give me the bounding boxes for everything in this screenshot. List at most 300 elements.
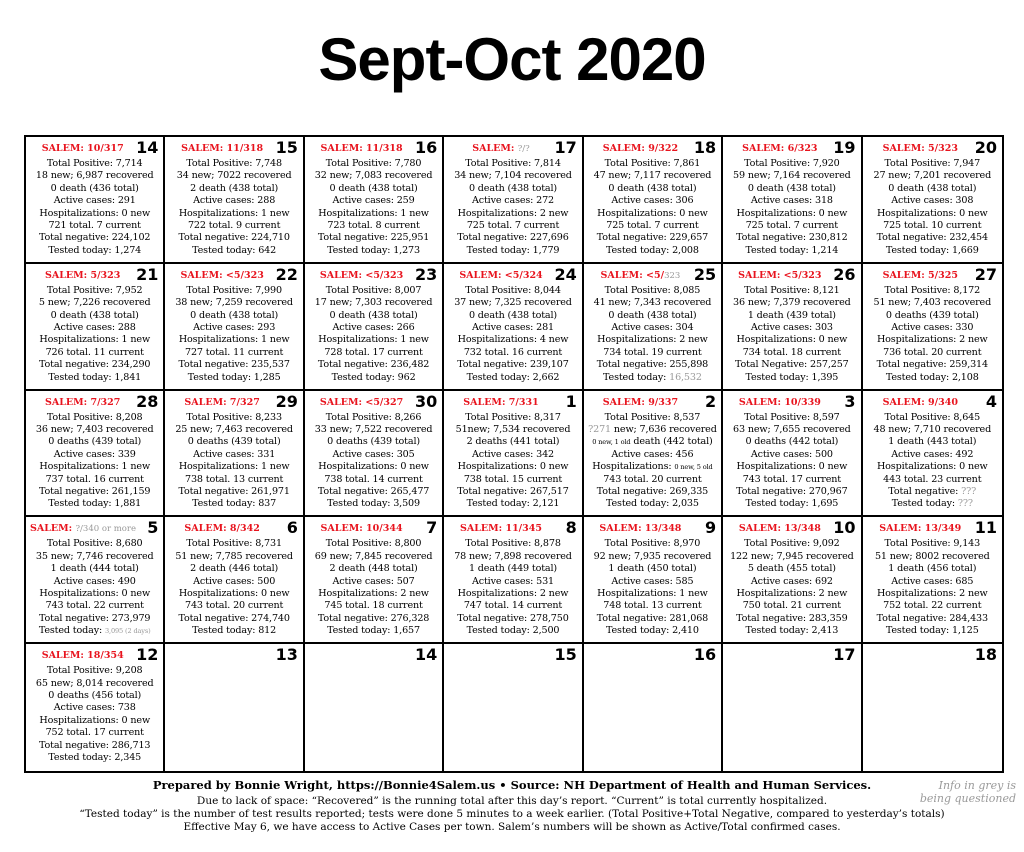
stat-text: Tested today: 962 xyxy=(331,371,416,383)
stat-text: Total negative: 261,971 xyxy=(178,486,290,498)
stat-line xyxy=(26,715,163,727)
stat-text: 0 death (438 total) xyxy=(329,182,418,194)
stat-text: 0 death (438 total) xyxy=(747,182,836,194)
calendar-day-cell xyxy=(165,391,304,518)
calendar-day-cell xyxy=(26,517,165,644)
salem-cases-text: SALEM: 11/318 xyxy=(320,143,403,154)
stat-text: Active cases: 500 xyxy=(750,448,833,460)
stat-text: Hospitalizations: 1 new xyxy=(178,461,290,473)
stat-line xyxy=(165,195,302,207)
day-number: 25 xyxy=(693,264,717,284)
stat-text: Tested today: 2,008 xyxy=(606,244,699,256)
stat-line xyxy=(165,347,302,359)
stat-line xyxy=(165,220,302,232)
stat-text: 1 death (439 total) xyxy=(747,309,836,321)
stat-text: Total Positive: 8,044 xyxy=(465,284,561,296)
stat-text: Tested today: 1,657 xyxy=(327,625,420,637)
stat-line xyxy=(305,334,442,346)
calendar-day-cell xyxy=(305,391,444,518)
stat-line xyxy=(723,310,860,322)
day-number: 29 xyxy=(275,391,298,411)
stat-line xyxy=(444,436,581,448)
salem-cases-text: SALEM: 5/325 xyxy=(882,269,958,281)
day-header xyxy=(584,391,721,412)
calendar-day-cell xyxy=(165,137,304,264)
calendar-day-cell xyxy=(305,644,444,771)
stat-line xyxy=(305,498,442,510)
stat-line xyxy=(305,600,442,612)
stat-line xyxy=(584,449,721,461)
footer-recovered-note: Due to lack of space: “Recovered” is the running total after this day’s report. “Current” is total currently hospitalized. xyxy=(196,795,828,807)
stat-line xyxy=(165,285,302,297)
stat-line xyxy=(26,158,163,170)
stat-text: 69 new; 7,845 recovered xyxy=(314,550,433,562)
stat-line xyxy=(444,625,581,637)
stat-text: Tested today: 1,125 xyxy=(885,625,979,637)
day-header xyxy=(165,644,302,665)
stat-text: 723 total. 8 current xyxy=(327,220,420,232)
stat-line xyxy=(26,678,163,690)
day-number: 15 xyxy=(554,645,577,665)
stat-line xyxy=(305,183,442,195)
stat-line xyxy=(723,372,860,384)
salem-cases xyxy=(448,271,553,281)
stat-line xyxy=(863,613,1002,625)
stat-line xyxy=(26,245,163,257)
stat-line xyxy=(584,588,721,600)
footer-tested-note: “Tested today” is the number of test results reported; tests were done 5 minutes to a week earlier. (Total Positive+Total Negative, compared to yesterday’s totals) xyxy=(79,808,945,820)
day-header xyxy=(165,137,302,158)
stat-line xyxy=(584,461,721,473)
stat-text: 734 total. 18 current xyxy=(742,346,841,358)
page-title: Sept-Oct 2020 xyxy=(318,26,706,93)
stat-line xyxy=(723,183,860,195)
stat-line xyxy=(165,625,302,637)
day-number: 14 xyxy=(136,138,159,157)
salem-cases-text: SALEM: xyxy=(472,143,518,154)
stat-text: 5 death (455 total) xyxy=(747,563,836,575)
stat-text: 750 total. 21 current xyxy=(742,600,841,612)
stat-text: Total Positive: 7,952 xyxy=(46,284,143,296)
day-number: 20 xyxy=(974,138,997,157)
salem-cases-text: SALEM: <5/327 xyxy=(319,396,404,408)
stat-text: Total Positive: 7,920 xyxy=(744,158,840,169)
salem-cases-questioned: ?/? xyxy=(517,144,530,154)
stat-text: Total negative: 286,713 xyxy=(39,739,151,751)
day-header xyxy=(305,644,442,665)
stat-text: 0 death (438 total) xyxy=(888,182,977,194)
stat-line xyxy=(444,285,581,297)
stat-text: 38 new; 7,259 recovered xyxy=(175,297,293,309)
stat-text: 2 deaths (441 total) xyxy=(466,436,560,448)
day-header xyxy=(863,264,1002,285)
stat-line xyxy=(165,461,302,473)
stat-text: Active cases: 288 xyxy=(53,322,136,334)
stat-text: Tested today: 1,285 xyxy=(187,371,281,383)
day-header xyxy=(444,644,581,665)
stat-line xyxy=(863,310,1002,322)
stat-text: Total Positive: 8,172 xyxy=(884,284,981,296)
stat-line xyxy=(584,625,721,637)
stat-line xyxy=(863,220,1002,232)
stat-text: 0 new, 5 old xyxy=(674,463,713,472)
stat-line xyxy=(444,170,581,182)
stat-line xyxy=(863,158,1002,170)
stat-text: Tested today: 2,345 xyxy=(48,752,142,764)
stat-text: 47 new; 7,117 recovered xyxy=(593,170,712,182)
salem-cases-text: SALEM: 7/327 xyxy=(184,396,260,408)
stat-text: 747 total. 14 current xyxy=(463,600,563,612)
stat-text: 51 new; 7,403 recovered xyxy=(873,297,992,309)
stat-text: Total negative: 229,657 xyxy=(596,232,709,244)
stat-line xyxy=(723,220,860,232)
stat-line xyxy=(165,310,302,322)
stat-line xyxy=(444,359,581,371)
calendar-day-cell xyxy=(863,517,1002,644)
stat-line xyxy=(305,372,442,384)
salem-cases-text: SALEM: 10/344 xyxy=(320,523,403,535)
stat-line xyxy=(165,322,302,334)
stat-text: Hospitalizations: xyxy=(592,461,675,473)
stat-text: Active cases: 281 xyxy=(471,322,555,334)
stat-text: Tested today: 1,779 xyxy=(466,244,560,256)
stat-text: Active cases: 305 xyxy=(332,448,415,460)
day-number: 21 xyxy=(136,264,159,284)
stat-line xyxy=(305,359,442,371)
stat-line xyxy=(165,372,302,384)
stat-text: 1 death (456 total) xyxy=(888,563,977,575)
stat-text: 25 new; 7,463 recovered xyxy=(175,424,293,435)
day-number: 16 xyxy=(693,645,717,665)
stat-text: Hospitalizations: 2 new xyxy=(457,207,569,219)
stat-text: 36 new; 7,379 recovered xyxy=(733,297,851,309)
day-number: 11 xyxy=(974,518,997,538)
day-number: 26 xyxy=(833,264,856,284)
stat-line xyxy=(165,158,302,170)
stat-text: Hospitalizations: 2 new xyxy=(597,334,708,346)
stat-line xyxy=(584,424,721,436)
salem-cases xyxy=(588,398,693,408)
stat-line xyxy=(165,183,302,195)
stat-line xyxy=(305,563,442,575)
day-number: 3 xyxy=(844,391,856,411)
stat-line xyxy=(723,424,860,436)
stat-line xyxy=(305,310,442,322)
stat-text: Hospitalizations: 0 new xyxy=(876,207,988,219)
stat-line xyxy=(26,195,163,207)
stat-line xyxy=(723,170,860,182)
salem-cases-text: SALEM: <5/ xyxy=(600,269,665,281)
stat-text: Total Positive: 9,208 xyxy=(46,665,143,677)
stat-text: 41 new; 7,343 recovered xyxy=(593,297,712,309)
stat-line xyxy=(584,220,721,232)
stat-text: Total negative: 276,328 xyxy=(317,612,430,624)
stat-line xyxy=(305,436,442,448)
stat-text: 92 new; 7,935 recovered xyxy=(593,550,712,562)
stat-line xyxy=(444,613,581,625)
stat-line xyxy=(863,424,1002,436)
salem-cases-text: SALEM: 10/317 xyxy=(41,143,124,154)
stat-line xyxy=(305,449,442,461)
salem-cases xyxy=(448,398,553,408)
stat-line xyxy=(723,195,860,207)
stat-text: Total Positive: 7,861 xyxy=(604,158,701,169)
stat-line xyxy=(723,613,860,625)
stat-line xyxy=(444,195,581,207)
stat-text: 51new; 7,534 recovered xyxy=(455,424,571,435)
stat-line xyxy=(444,208,581,220)
salem-cases-text: SALEM: 6/323 xyxy=(742,143,818,154)
calendar-grid xyxy=(24,135,1004,773)
stat-text: 18 new; 6,987 recovered xyxy=(35,170,154,182)
day-header xyxy=(26,137,163,158)
stat-line xyxy=(305,245,442,257)
stat-text: Total negative: 230,812 xyxy=(736,232,848,244)
stat-text: Tested today: 1,695 xyxy=(745,498,839,510)
calendar-day-cell xyxy=(444,137,583,264)
stat-text: Total negative: 225,951 xyxy=(317,232,430,244)
stat-text: Total Positive: 8,266 xyxy=(325,411,422,423)
stat-line xyxy=(26,310,163,322)
day-header xyxy=(305,517,442,538)
stat-line xyxy=(165,334,302,346)
stat-text: Hospitalizations: 0 new xyxy=(39,714,151,726)
stat-text: Total Positive: 8,597 xyxy=(744,411,840,423)
stat-text: Total Positive: 8,233 xyxy=(186,411,282,423)
day-number: 8 xyxy=(565,518,577,538)
day-header xyxy=(723,391,860,412)
day-header xyxy=(444,264,581,285)
stat-text: Total negative: 236,482 xyxy=(317,359,430,371)
salem-cases xyxy=(867,144,974,154)
stat-line xyxy=(26,322,163,334)
calendar-day-cell xyxy=(26,391,165,518)
stat-text: Hospitalizations: 2 new xyxy=(876,334,988,346)
calendar-day-cell xyxy=(444,391,583,518)
stat-line xyxy=(444,600,581,612)
stat-line xyxy=(723,486,860,498)
stat-text: 0 death (438 total) xyxy=(468,182,558,194)
stat-line xyxy=(305,588,442,600)
day-header xyxy=(863,644,1002,665)
stat-line xyxy=(165,538,302,550)
calendar-day-cell xyxy=(444,517,583,644)
stat-line xyxy=(444,424,581,436)
stat-line xyxy=(584,412,721,424)
day-header xyxy=(305,137,442,158)
stat-line xyxy=(305,551,442,563)
stat-line xyxy=(863,195,1002,207)
stat-text: Tested today: 2,500 xyxy=(466,625,560,637)
stat-text: 0 deaths (439 total) xyxy=(48,436,142,448)
stat-line xyxy=(584,538,721,550)
salem-cases xyxy=(169,271,274,281)
stat-line xyxy=(305,195,442,207)
day-header xyxy=(723,137,860,158)
stat-text: Hospitalizations: 0 new xyxy=(597,207,708,219)
stat-text: Active cases: 507 xyxy=(332,575,415,587)
stat-text: Hospitalizations: 1 new xyxy=(39,461,151,473)
stat-text: Total negative: 273,979 xyxy=(39,612,151,624)
calendar-day-cell xyxy=(165,264,304,391)
questioned-value: ?271 xyxy=(588,424,611,435)
stat-text: Total Positive: 8,085 xyxy=(604,284,701,296)
day-number: 7 xyxy=(426,518,438,538)
stat-line xyxy=(165,486,302,498)
calendar-day-cell xyxy=(165,644,304,771)
stat-text: 1 death (450 total) xyxy=(608,563,697,575)
stat-line xyxy=(444,588,581,600)
stat-line xyxy=(584,158,721,170)
salem-cases-text: SALEM: 13/348 xyxy=(599,523,682,535)
stat-text: Total Positive: 8,007 xyxy=(325,284,422,296)
day-number: 23 xyxy=(415,264,438,284)
stat-text: Total negative: 267,517 xyxy=(457,486,569,498)
stat-text: 0 death (438 total) xyxy=(329,309,418,321)
stat-line xyxy=(863,588,1002,600)
salem-cases xyxy=(30,398,135,408)
stat-text: 748 total. 13 current xyxy=(603,600,702,612)
stat-text: Total negative: 255,898 xyxy=(596,359,709,371)
stat-text: Tested today: 2,413 xyxy=(745,625,839,637)
stat-line xyxy=(305,208,442,220)
stat-text: Tested today: 1,881 xyxy=(48,498,142,510)
stat-line xyxy=(584,310,721,322)
stat-text: Total negative: 227,696 xyxy=(457,232,569,244)
day-number: 9 xyxy=(705,518,717,538)
stat-text: Total negative: 224,102 xyxy=(39,232,151,244)
stat-line xyxy=(165,498,302,510)
stat-line xyxy=(723,449,860,461)
salem-cases-text: SALEM: 11/345 xyxy=(459,523,542,535)
day-number: 18 xyxy=(974,645,997,665)
stat-text: 0 deaths (439 total) xyxy=(187,436,281,448)
stat-text: Hospitalizations: 0 new xyxy=(178,588,290,600)
stat-text: Hospitalizations: 1 new xyxy=(178,207,290,219)
stat-text: Tested today: 1,214 xyxy=(745,244,839,256)
stat-text: Tested today: 1,273 xyxy=(327,244,420,256)
stat-text: 36 new; 7,403 recovered xyxy=(35,424,154,435)
stat-line xyxy=(305,538,442,550)
stat-text: death (442 total) xyxy=(630,436,713,448)
stat-line xyxy=(165,412,302,424)
stat-text: Active cases: 293 xyxy=(193,322,276,334)
calendar-day-cell xyxy=(584,264,723,391)
stat-line xyxy=(723,474,860,486)
stat-line xyxy=(26,588,163,600)
salem-cases-text: SALEM: 5/323 xyxy=(45,269,121,281)
stat-line xyxy=(584,600,721,612)
day-header xyxy=(444,137,581,158)
stat-line xyxy=(863,461,1002,473)
stat-text: 34 new; 7,104 recovered xyxy=(454,170,572,182)
stat-line xyxy=(723,563,860,575)
stat-text: Active cases: 342 xyxy=(471,448,555,460)
stat-text: 0 death (438 total) xyxy=(190,309,279,321)
stat-line xyxy=(26,449,163,461)
stat-text: Hospitalizations: 0 new xyxy=(457,461,569,473)
stat-text: Active cases: 318 xyxy=(750,195,833,207)
stat-text: 732 total. 16 current xyxy=(463,346,563,358)
stat-text: 27 new; 7,201 recovered xyxy=(873,170,992,182)
stat-text: 2 death (446 total) xyxy=(190,563,279,575)
salem-cases-text: SALEM: 8/342 xyxy=(184,523,260,535)
day-number: 19 xyxy=(833,138,856,157)
stat-line xyxy=(305,461,442,473)
stat-line xyxy=(444,538,581,550)
stat-text: Total Positive: 7,990 xyxy=(186,284,282,296)
stat-text: Hospitalizations: 2 new xyxy=(318,588,429,600)
stat-text: Total negative: 270,967 xyxy=(736,486,848,498)
stat-line xyxy=(26,665,163,677)
stat-text: 32 new; 7,083 recovered xyxy=(314,170,433,182)
stat-text: 743 total. 17 current xyxy=(742,473,841,485)
stat-line xyxy=(305,285,442,297)
footer-active-note: Effective May 6, we have access to Active Cases per town. Salem’s numbers will be shown as Active/Total confirmed cases. xyxy=(183,821,841,833)
stat-line xyxy=(863,232,1002,244)
stat-text: 0 death (438 total) xyxy=(608,309,697,321)
stat-line xyxy=(863,600,1002,612)
stat-line xyxy=(584,576,721,588)
stat-line xyxy=(444,412,581,424)
stat-line xyxy=(26,740,163,752)
stat-text: Hospitalizations: 0 new xyxy=(39,588,151,600)
stat-line xyxy=(863,297,1002,309)
calendar-day-cell xyxy=(584,391,723,518)
stat-line xyxy=(305,613,442,625)
stat-line xyxy=(723,285,860,297)
day-header xyxy=(305,264,442,285)
stat-line xyxy=(863,412,1002,424)
stat-text: 0 new, 1 old xyxy=(592,438,631,447)
stat-text: 17 new; 7,303 recovered xyxy=(314,297,433,309)
stat-text: 59 new; 7,164 recovered xyxy=(733,170,851,182)
calendar-day-cell xyxy=(444,644,583,771)
stat-line xyxy=(584,613,721,625)
salem-cases xyxy=(588,271,693,281)
stat-text: Total Positive: 8,208 xyxy=(46,411,143,423)
grey-info-note-line1: Info in grey is xyxy=(938,779,1016,792)
stat-line xyxy=(723,297,860,309)
stat-text: Active cases: 685 xyxy=(891,575,974,587)
stat-text: Active cases: 456 xyxy=(611,448,694,460)
stat-text: Total negative: xyxy=(888,486,962,498)
stat-text: Active cases: 492 xyxy=(891,448,974,460)
stat-text: 1 death (443 total) xyxy=(888,436,977,448)
stat-line xyxy=(305,232,442,244)
day-number: 1 xyxy=(565,391,577,411)
stat-line xyxy=(584,285,721,297)
questioned-value: 16,532 xyxy=(669,371,702,383)
day-header xyxy=(305,391,442,412)
calendar-day-cell xyxy=(26,644,165,771)
stat-line xyxy=(584,232,721,244)
salem-cases xyxy=(30,524,135,534)
stat-line xyxy=(165,359,302,371)
salem-cases xyxy=(867,398,974,408)
stat-line xyxy=(863,372,1002,384)
grey-info-note-line2: being questioned xyxy=(919,792,1016,805)
day-header xyxy=(444,517,581,538)
stat-text: 0 death (436 total) xyxy=(50,182,139,194)
stat-text: 51 new; 8002 recovered xyxy=(874,550,990,562)
stat-text: 738 total. 13 current xyxy=(184,473,284,485)
stat-line xyxy=(584,498,721,510)
stat-text: Total Positive: 8,970 xyxy=(604,538,701,550)
salem-cases xyxy=(727,524,832,534)
stat-text: 1 death (449 total) xyxy=(468,563,558,575)
stat-line xyxy=(26,563,163,575)
